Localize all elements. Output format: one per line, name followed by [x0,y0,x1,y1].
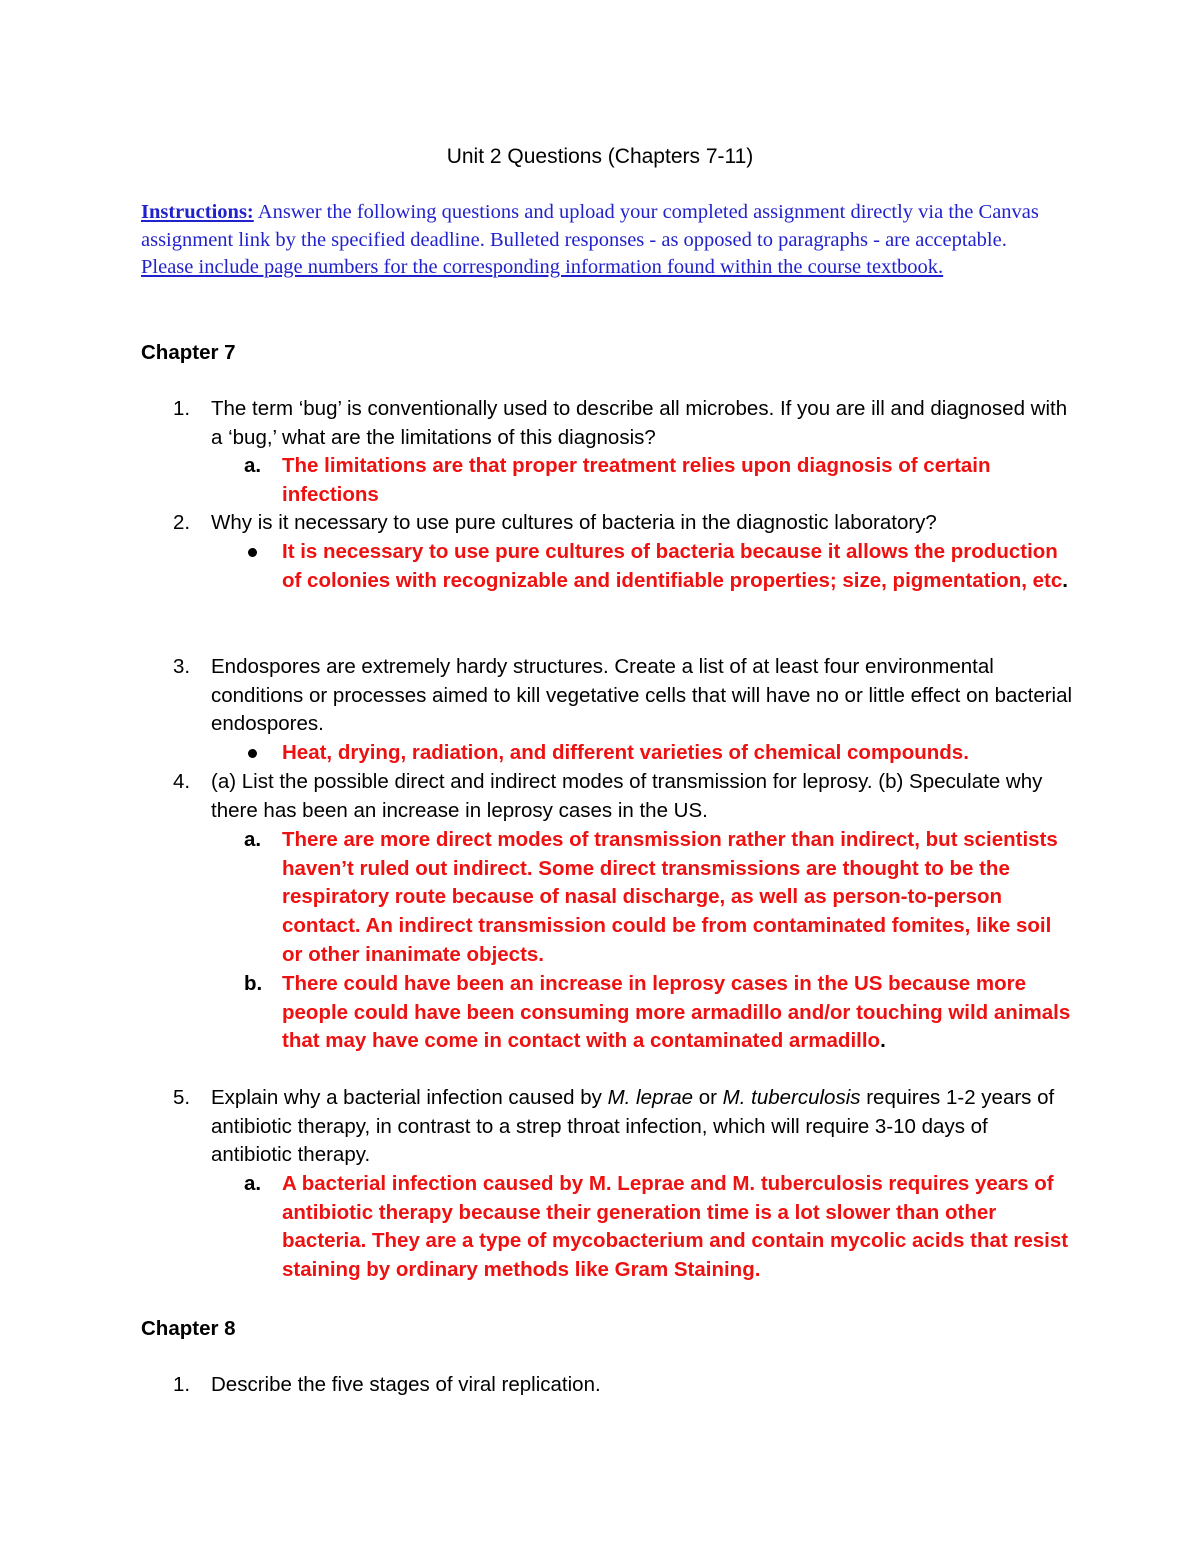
question-text-part: or [693,1086,723,1109]
answer-marker: a. [244,454,262,477]
question-7-1 [173,395,1073,452]
question-7-5 [173,1084,1073,1170]
answer-text: Heat, drying, radiation, and different varieties of chemical compounds. [282,741,969,764]
question-text: (a) List the possible direct and indirect modes of transmission for leprosy. (b) Speculate why there has been an increase in leprosy cases in the US. [211,770,1043,822]
answer-text-body: There could have been an increase in leprosy cases in the US because more people could have been consuming more armadillo and/or touching wild animals that may have come in contact with a contaminated armadillo [282,972,1071,1053]
question-text: The term ‘bug’ is conventionally used to describe all microbes. If you are ill and diagnosed with a ‘bug,’ what are the limitations of this diagnosis? [211,397,1068,449]
question-number: 1. [173,1373,191,1396]
bullet-icon [248,548,257,557]
answer-text-end: . [1062,568,1068,592]
question-number: 1. [173,397,191,420]
question-8-1 [173,1371,1073,1400]
question-number: 4. [173,770,191,793]
answer-text [282,538,1074,595]
document-title: Unit 2 Questions (Chapters 7-11) [446,145,754,168]
question-number: 3. [173,655,191,678]
answer-marker: a. [244,1172,262,1195]
answer-marker: b. [244,972,263,995]
answer-text [282,970,1074,1056]
answer-text-body: It is necessary to use pure cultures of bacteria because it allows the production of colonies with recognizable and identifiable properties; size, pigmentation, etc [282,540,1063,592]
question-text-part: requires 1-2 years of antibiotic therapy, in contrast to a strep throat infection, which will require 3-10 days of antibiotic therapy. [211,1086,1055,1167]
question-text: Why is it necessary to use pure cultures of bacteria in the diagnostic laboratory? [211,511,937,534]
answer-7-4b [244,970,1074,1056]
instructions-paragraph [141,199,1041,282]
answer-7-3-bullet [244,739,1074,768]
question-text [211,1084,1073,1170]
question-number: 5. [173,1086,191,1109]
instructions-label: Instructions: [141,201,254,223]
chapter-7-heading: Chapter 7 [141,341,236,364]
answer-text: There are more direct modes of transmission rather than indirect, but scientists haven’t ruled out indirect. Some direct transmissions are thought to be the respiratory route because of nasal discharge, as well as person-to-person contact. An indirect transmission could be from contaminated fomites, like soil or other inanimate objects. [282,828,1058,966]
chapter-8-heading: Chapter 8 [141,1317,236,1340]
answer-text: A bacterial infection caused by M. Leprae and M. tuberculosis requires years of antibiotic therapy because their generation time is a lot slower than other bacteria. They are a type of mycobacterium and contain mycolic acids that resist staining by ordinary methods like Gram Staining. [282,1172,1069,1282]
question-7-4 [173,768,1073,825]
answer-7-5a [244,1170,1074,1285]
answer-7-2-bullet [244,538,1074,595]
answer-text-end: . [880,1029,886,1053]
answer-7-1a [244,452,1074,509]
answer-text: The limitations are that proper treatment relies upon diagnosis of certain infections [282,454,991,506]
question-7-2 [173,509,1073,538]
question-number: 2. [173,511,191,534]
instructions-page-numbers-note: Please include page numbers for the corresponding information found within the course textbook. [141,256,944,278]
answer-7-4a [244,826,1074,970]
answer-marker: a. [244,828,262,851]
species-name: M. tuberculosis [722,1086,861,1109]
question-text: Describe the five stages of viral replication. [211,1373,601,1396]
question-7-3 [173,653,1073,739]
question-text-part: Explain why a bacterial infection caused by [211,1086,608,1109]
species-name: M. leprae [607,1086,694,1109]
question-text: Endospores are extremely hardy structures. Create a list of at least four environmental conditions or processes aimed to kill vegetative cells that will have no or little effect on bacterial endospores. [211,655,1073,736]
instructions-text: Answer the following questions and upload your completed assignment directly via the Canvas assignment link by the specified deadline. Bulleted responses - as opposed to paragraphs - are acceptable. [141,201,1039,251]
bullet-icon [248,749,257,758]
